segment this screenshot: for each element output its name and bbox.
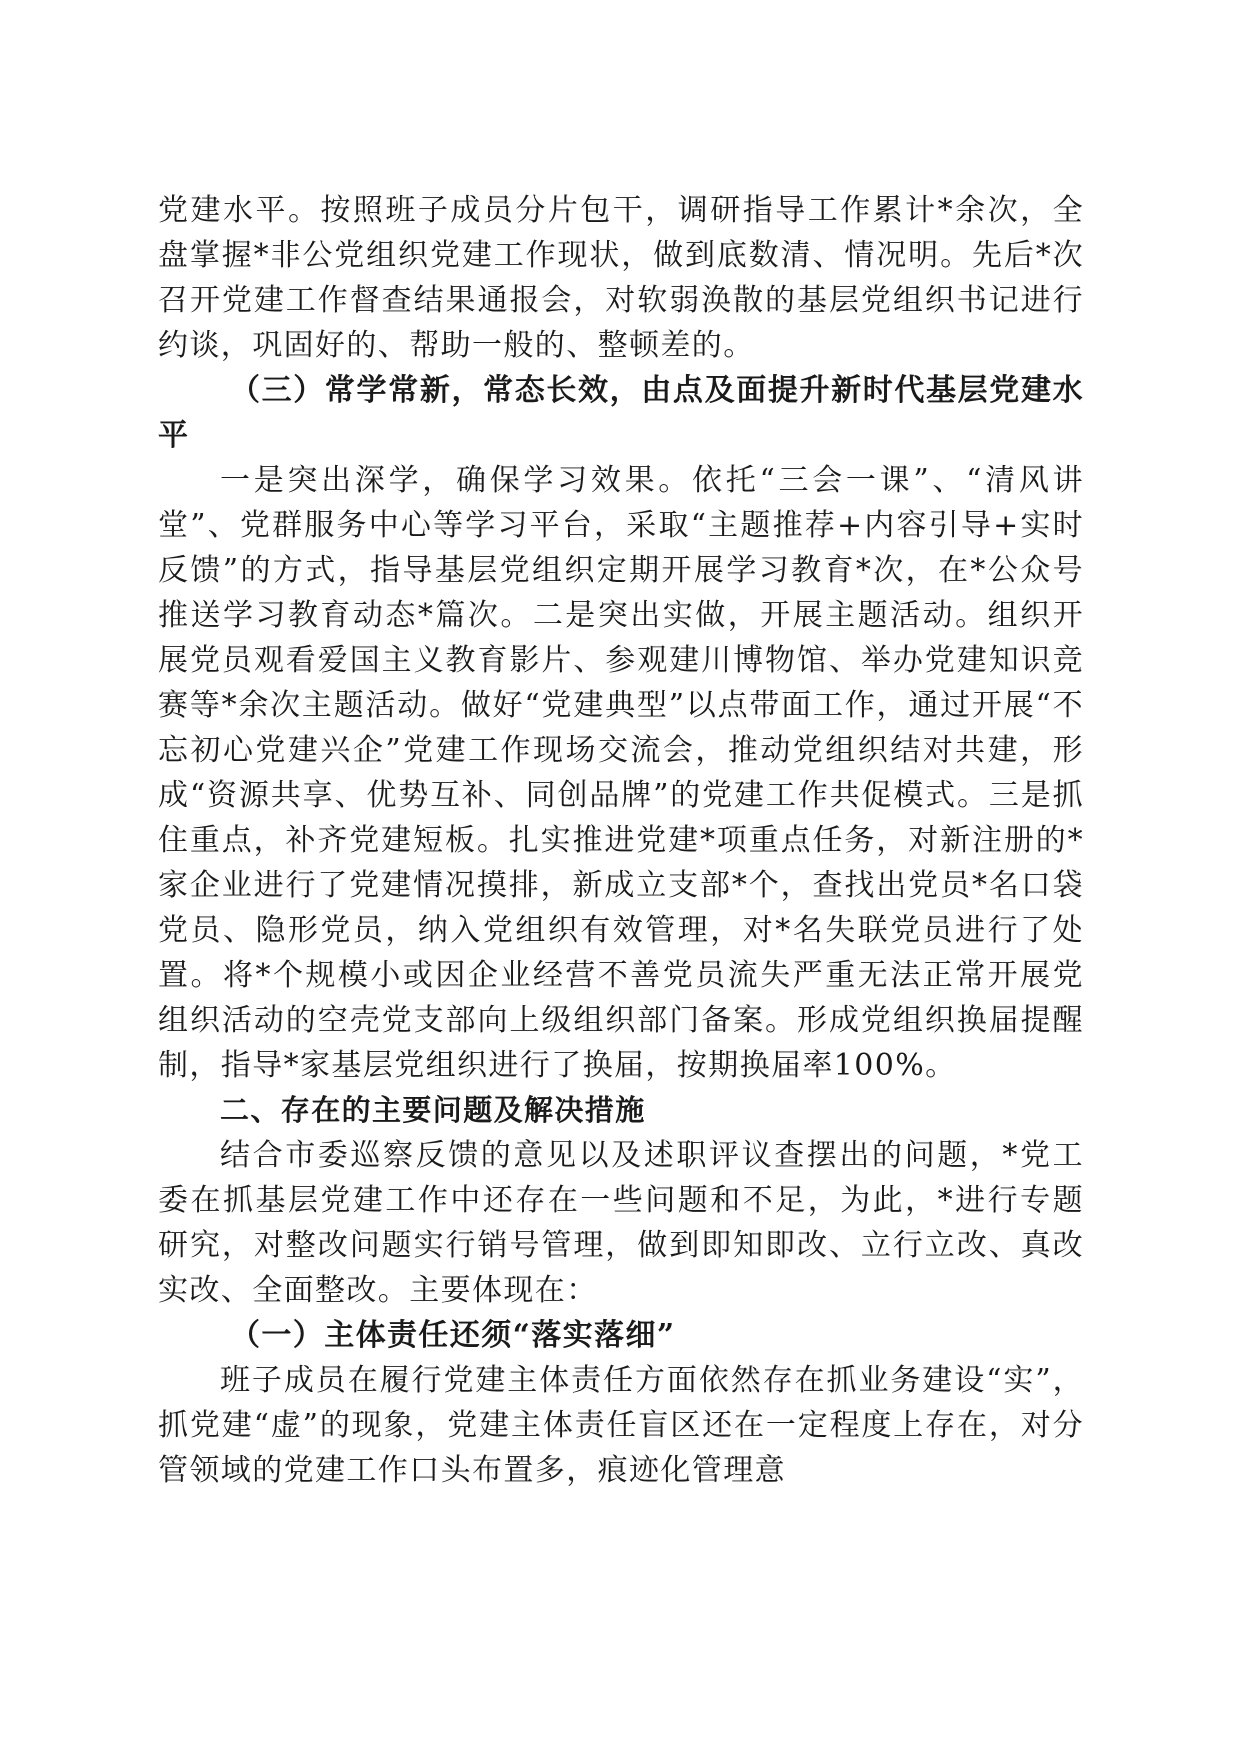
paragraph-problems-intro: 结合市委巡察反馈的意见以及述职评议查摆出的问题，*党工委在抓基层党建工作中还存在一些问题和不足，为此，*进行专题研究，对整改问题实行销号管理，做到即知即改、立行立改、真改实改、全面整改。主要体现在： xyxy=(158,1138,1084,1308)
paragraph-responsibility: 班子成员在履行党建主体责任方面依然存在抓业务建设“实”，抓党建“虚”的现象，党建主体责任盲区还在一定程度上存在，对分管领域的党建工作口头布置多，痕迹化管理意 xyxy=(158,1363,1084,1488)
section-heading-two: 二、存在的主要问题及解决措施 xyxy=(220,1093,646,1127)
subheading-three: （三）常学常新，常态长效，由点及面提升新时代基层党建水平 xyxy=(158,373,1084,453)
paragraph-study-activities: 一是突出深学，确保学习效果。依托“三会一课”、“清风讲堂”、党群服务中心等学习平台，采取“主题推荐+内容引导+实时反馈”的方式，指导基层党组织定期开展学习教育*次，在*公众号推送学习教育动态*篇次。二是突出实做，开展主题活动。组织开展党员观看爱国主义教育影片、参观建川博物馆、举办党建知识竞赛等*余次主题活动。做好“党建典型”以点带面工作，通过开展“不忘初心党建兴企”党建工作现场交流会，推动党组织结对共建，形成“资源共享、优势互补、同创品牌”的党建工作共促模式。三是抓住重点，补齐党建短板。扎实推进党建*项重点任务，对新注册的*家企业进行了党建情况摸排，新成立支部*个，查找出党员*名口袋党员、隐形党员，纳入党组织有效管理，对*名失联党员进行了处置。将*个规模小或因企业经营不善党员流失严重无法正常开展党组织活动的空壳党支部向上级组织部门备案。形成党组织换届提醒制，指导*家基层党组织进行了换届，按期换届率100%。 xyxy=(158,463,1084,1083)
subheading-one: （一）主体责任还须“落实落细” xyxy=(230,1318,676,1353)
document-body xyxy=(158,188,1084,1493)
paragraph-continuation: 党建水平。按照班子成员分片包干，调研指导工作累计*余次，全盘掌握*非公党组织党建工作现状，做到底数清、情况明。先后*次召开党建工作督查结果通报会，对软弱涣散的基层党组织书记进行约谈，巩固好的、帮助一般的、整顿差的。 xyxy=(158,193,1084,363)
